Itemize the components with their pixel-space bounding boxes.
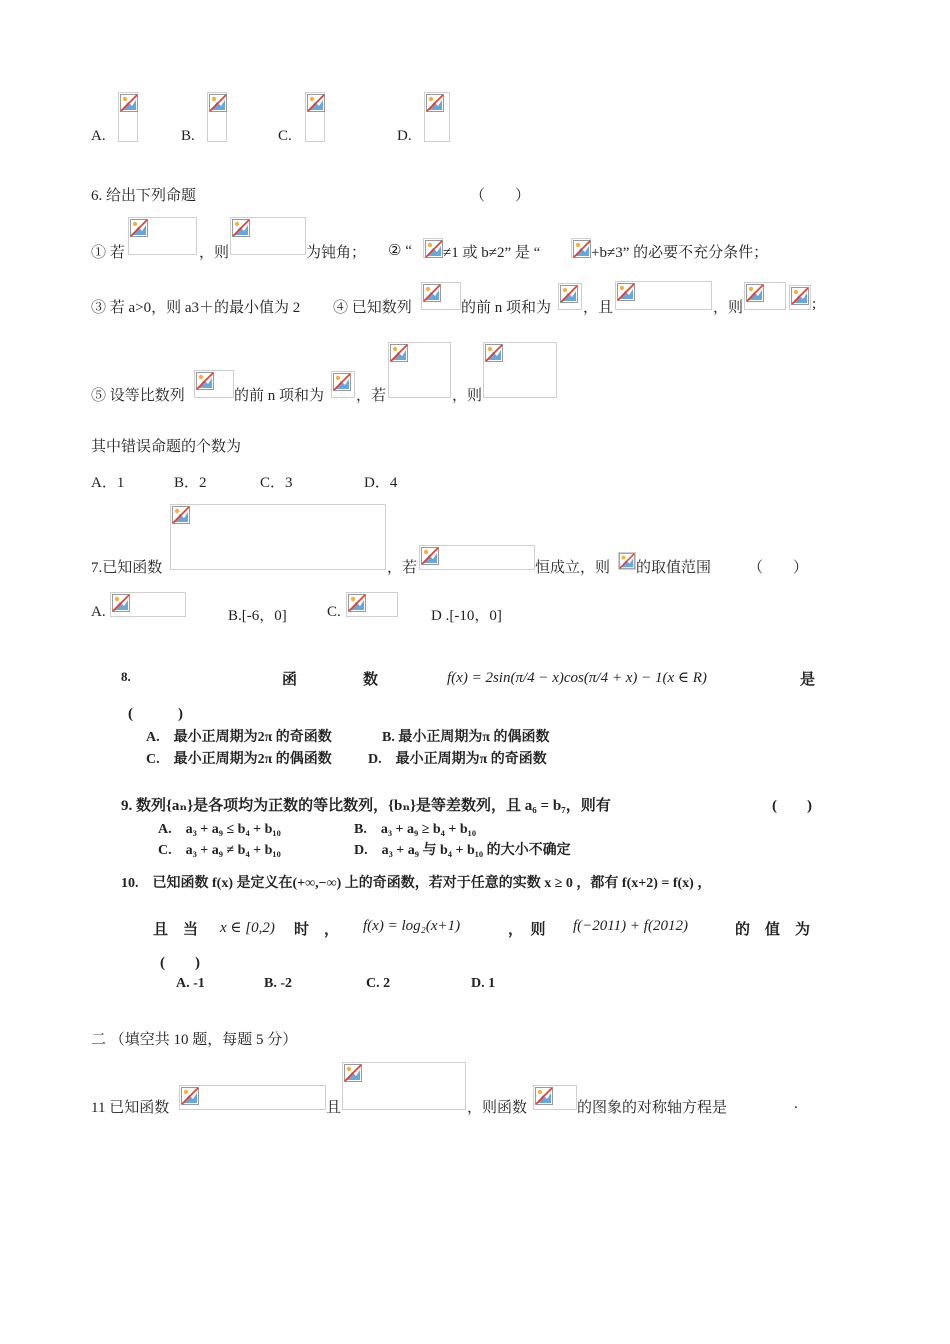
q10-answer-bracket: ( ) (160, 955, 200, 971)
q6-s4-image-5 (789, 285, 811, 310)
q5-option-b-image (207, 92, 227, 142)
q6-s2-middle: ≠1 或 b≠2” 是 “ (443, 245, 541, 261)
q5-option-a: A. (91, 128, 106, 144)
q6-ask: 其中错误命题的个数为 (91, 439, 242, 455)
q7-option-d: D .[-10，0] (431, 608, 502, 624)
q5-option-a-image (118, 92, 138, 142)
broken-image-icon (746, 284, 764, 302)
q5-option-d-image (424, 92, 450, 142)
q7-if: ，若 (387, 560, 418, 576)
broken-image-icon (130, 219, 148, 237)
broken-image-icon (196, 372, 214, 390)
q6-option-d: D．4 (364, 475, 398, 491)
q6-s1-suffix: 为钝角； (306, 245, 367, 261)
q11-prefix: 11 已知函数 (91, 1100, 170, 1116)
q6-s4-sum: 的前 n 项和为 (461, 300, 552, 316)
q6-s2-image-1 (423, 238, 443, 258)
q6-s4-image-1 (421, 282, 461, 310)
broken-image-icon (425, 240, 443, 258)
q11-image-function-2 (533, 1085, 577, 1110)
broken-image-icon (209, 94, 227, 112)
q7-holds: 恒成立，则 (535, 560, 611, 576)
q6-s3: ③ 若 a>0，则 a3＋的最小值为 2 (91, 300, 301, 316)
broken-image-icon (619, 553, 635, 569)
q10-line-1: 10. 已知函数 f(x) 是定义在(+∞,−∞) 上的奇函数，若对于任意的实数 x ≥ 0 ，都有 f(x+2) = f(x) ， (121, 876, 712, 891)
q8-option-a: A. 最小正周期为2π 的奇函数 (146, 730, 332, 745)
q7-image-function (170, 504, 386, 570)
q6-stem: 6. 给出下列命题 (91, 188, 197, 204)
broken-image-icon (232, 219, 250, 237)
q11-image-condition (342, 1062, 466, 1110)
q6-s4-and: ，且 (583, 300, 614, 316)
broken-image-icon (172, 506, 190, 524)
q6-option-a: A．1 (91, 475, 125, 491)
q7-option-b: B.[-6，0] (228, 608, 287, 624)
q7-option-c: C. (327, 604, 341, 620)
q6-s5-then: ，则 (452, 388, 483, 404)
q6-s5-image-4 (483, 342, 557, 398)
q8-option-c: C. 最小正周期为2π 的偶函数 (146, 752, 332, 767)
q6-s1-image-2 (230, 217, 306, 255)
q8-word-1: 函 (282, 672, 298, 688)
q11-suffix: 的图象的对称轴方程是 (577, 1100, 728, 1116)
q10-option-c: C. 2 (366, 976, 391, 991)
q10-line-2-d: f(x) = log₂(x+1) (363, 918, 461, 934)
q10-option-d: D. 1 (471, 976, 496, 991)
q7-option-c-image (346, 592, 398, 617)
q5-option-c: C. (278, 128, 292, 144)
q10-line-2-b: x ∈ [0,2) (220, 920, 275, 936)
q6-s5-image-3 (388, 342, 451, 398)
broken-image-icon (617, 283, 635, 301)
q9-stem: 9. 数列{aₙ}是各项均为正数的等比数列，{bₙ}是等差数列，且 a₆ = b₇，则有 (121, 798, 611, 814)
q6-s2-prefix: ② “ (388, 243, 412, 259)
q6-s2-suffix: +b≠3” 的必要不充分条件； (591, 245, 769, 261)
q7-option-a-image (110, 592, 186, 617)
q8-formula: f(x) = 2sin(π/4 − x)cos(π/4 + x) − 1(x ∈ R) (447, 670, 707, 686)
q8-option-d: D. 最小正周期为π 的奇函数 (368, 752, 547, 767)
broken-image-icon (181, 1087, 199, 1105)
q6-option-c: C．3 (260, 475, 293, 491)
q11-end: . (794, 1096, 798, 1112)
q6-s2-image-2 (571, 238, 591, 258)
q5-option-b: B. (181, 128, 195, 144)
q9-option-c: C. a₃ + a₉ ≠ b₄ + b₁₀ (158, 843, 281, 858)
broken-image-icon (112, 594, 130, 612)
broken-image-icon (348, 594, 366, 612)
broken-image-icon (344, 1064, 362, 1082)
q10-option-a: A. -1 (176, 976, 205, 991)
q6-s5-prefix: ⑤ 设等比数列 (91, 388, 185, 404)
q6-s5-if: ，若 (356, 388, 387, 404)
q7-image-condition (419, 545, 535, 570)
q6-s4-image-2 (558, 283, 582, 310)
q9-answer-bracket: ( ) (772, 798, 812, 814)
q6-option-b: B．2 (174, 475, 207, 491)
q7-range: 的取值范围 (636, 560, 712, 576)
q10-line-2-g: 的 值 为 (735, 922, 811, 938)
q10-option-b: B. -2 (264, 976, 292, 991)
q11-image-function (179, 1085, 326, 1110)
q6-s5-image-2 (331, 371, 355, 398)
q10-line-2-e: ， 则 (508, 922, 546, 938)
broken-image-icon (390, 344, 408, 362)
q6-s5-image-1 (194, 370, 234, 398)
q7-option-a: A. (91, 604, 106, 620)
q6-s4-then: ，则 (713, 300, 744, 316)
broken-image-icon (333, 373, 351, 391)
q9-option-b: B. a₃ + a₉ ≥ b₄ + b₁₀ (354, 822, 477, 837)
broken-image-icon (423, 284, 441, 302)
q6-s4-prefix: ④ 已知数列 (333, 300, 412, 316)
broken-image-icon (421, 547, 439, 565)
q9-option-a: A. a₃ + a₉ ≤ b₄ + b₁₀ (158, 822, 281, 837)
q6-s4-image-3 (615, 281, 712, 310)
q10-line-2-c: 时 ， (294, 922, 340, 938)
q7-answer-bracket: （ ） (748, 560, 809, 576)
q7-prefix: 7.已知函数 (91, 560, 163, 576)
q8-word-2: 数 (363, 672, 379, 688)
broken-image-icon (307, 94, 325, 112)
q5-option-c-image (305, 92, 325, 142)
q10-line-2-a: 且 当 (153, 922, 199, 938)
q5-option-d: D. (397, 128, 412, 144)
q6-s1-prefix: ① 若 (91, 245, 125, 261)
broken-image-icon (485, 344, 503, 362)
broken-image-icon (560, 285, 578, 303)
q6-s4-end: ; (812, 296, 817, 312)
q11-then: ，则函数 (467, 1100, 528, 1116)
section-2-heading: 二 （填空共 10 题，每题 5 分） (91, 1032, 298, 1048)
broken-image-icon (573, 240, 591, 258)
broken-image-icon (426, 94, 444, 112)
q6-answer-bracket: （ ） (470, 188, 531, 204)
q6-s1-image-1 (128, 217, 197, 255)
q6-s4-image-4 (744, 282, 786, 310)
broken-image-icon (791, 287, 809, 305)
q7-image-variable (618, 552, 636, 570)
q11-and: 且 (326, 1100, 342, 1116)
q6-s5-sum: 的前 n 项和为 (234, 388, 325, 404)
q8-number: 8. (121, 669, 131, 684)
q6-s1-then: ，则 (199, 245, 230, 261)
q10-line-2-f: f(−2011) + f(2012) (573, 918, 688, 934)
q8-is: 是 (800, 672, 816, 688)
broken-image-icon (535, 1087, 553, 1105)
broken-image-icon (120, 94, 138, 112)
q8-answer-bracket: ( ) (128, 706, 183, 722)
q8-option-b: B. 最小正周期为π 的偶函数 (382, 730, 550, 745)
q9-option-d: D. a₃ + a₉ 与 b₄ + b₁₀ 的大小不确定 (354, 843, 571, 858)
